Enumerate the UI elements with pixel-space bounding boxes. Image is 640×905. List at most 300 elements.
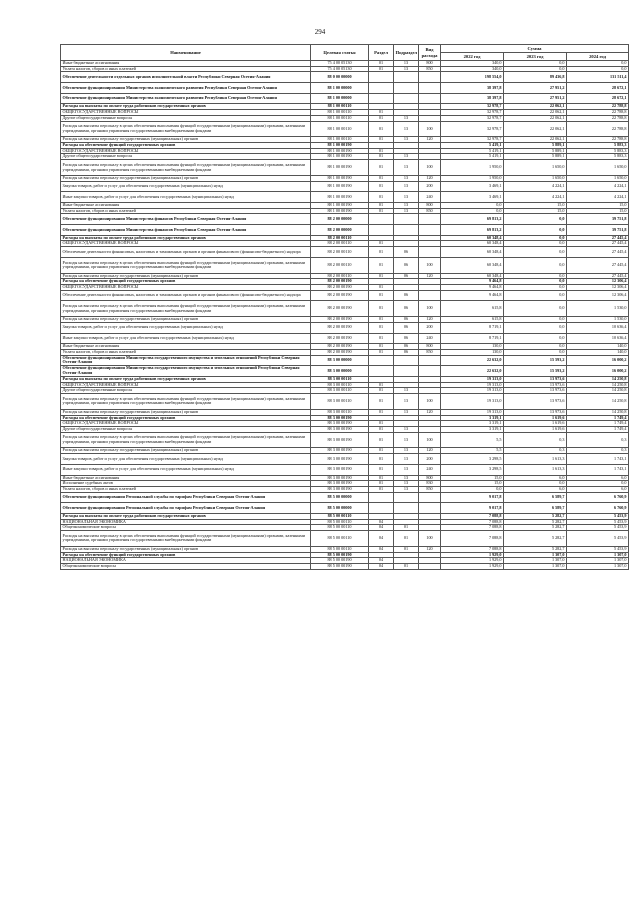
row-sum-2022: 1 929,0	[441, 552, 504, 558]
row-sum-2024: 1 749,4	[567, 415, 629, 421]
row-code: 88 5 00 00110	[311, 519, 369, 525]
row-expense-type: 830	[419, 481, 441, 487]
row-code: 88 1 00 00110	[311, 104, 369, 110]
row-subsection: 13	[394, 202, 419, 208]
row-expense-type	[419, 290, 441, 301]
row-expense-type: 850	[419, 349, 441, 355]
row-code: 88 2 00 00000	[311, 214, 369, 225]
row-sum-2022: 9 464,8	[441, 285, 504, 291]
row-name: Расходы на обеспечение функций государственных органов	[61, 552, 311, 558]
row-name: Обеспечение функционирования Министерства финансов Республики Северная Осетия-Алания	[61, 214, 311, 225]
row-sum-2022: 0,0	[441, 208, 504, 214]
row-name: Обеспечение функционирования Министерства государственного имущества и земельных отношений Республики Северная Осетия-Алания	[61, 366, 311, 377]
row-sum-2022: 69 813,2	[441, 214, 504, 225]
row-sum-2022: 19 313,0	[441, 394, 504, 410]
row-subsection: 06	[394, 247, 419, 258]
row-sum-2024: 6,0	[567, 475, 629, 481]
row-code: 88 2 00 00110	[311, 247, 369, 258]
row-sum-2022: 1 950,0	[441, 160, 504, 176]
row-name: Расходы на обеспечение функций государственных органов	[61, 415, 311, 421]
row-sum-2023: 1 307,0	[504, 563, 567, 569]
row-subsection: 01	[394, 563, 419, 569]
table-row	[61, 563, 629, 569]
row-code: 88 3 00 00110	[311, 388, 369, 394]
row-name: Расходы на выплаты персоналу государственных (муниципальных) органов	[61, 137, 311, 143]
row-sum-2023: 13 973,6	[504, 388, 567, 394]
row-sum-2023: 22 062,1	[504, 110, 567, 116]
row-sum-2022: 3 469,1	[441, 181, 504, 192]
row-expense-type: 240	[419, 333, 441, 344]
row-sum-2024: 1 530,0	[567, 301, 629, 317]
row-sum-2022: 3 319,1	[441, 415, 504, 421]
row-section	[369, 492, 394, 503]
row-sum-2023: 27 951,2	[504, 93, 567, 104]
row-sum-2022: 22 632,0	[441, 366, 504, 377]
row-sum-2022: 9 017,8	[441, 503, 504, 514]
row-sum-2022: 8 719,1	[441, 333, 504, 344]
row-name: Расходы на выплаты персоналу государственных (муниципальных) органов	[61, 317, 311, 323]
row-section	[369, 225, 394, 236]
row-sum-2024: 1 650,0	[567, 175, 629, 181]
row-name: Обеспечение деятельности финансовых, налоговых и таможенных органов и органов финансового (финансово-бюджетного) надзора	[61, 247, 311, 258]
row-subsection: 13	[394, 208, 419, 214]
row-name: ОБЩЕГОСУДАРСТВЕННЫЕ ВОПРОСЫ	[61, 148, 311, 154]
row-sum-2023: 4 224,1	[504, 181, 567, 192]
table-row	[61, 247, 629, 258]
row-subsection	[394, 72, 419, 83]
row-sum-2022: 7 088,8	[441, 513, 504, 519]
row-subsection: 06	[394, 257, 419, 273]
row-subsection: 01	[394, 525, 419, 531]
row-section: 04	[369, 525, 394, 531]
row-code: 88 1 00 00110	[311, 121, 369, 137]
row-sum-2024: 27 445,4	[567, 235, 629, 241]
row-sum-2024: 0,3	[567, 448, 629, 454]
row-sum-2023: 27 951,2	[504, 83, 567, 94]
row-section: 01	[369, 421, 394, 427]
row-sum-2023: 0,0	[504, 285, 567, 291]
header-sum: Сумма	[441, 45, 629, 53]
row-code: 88 5 00 00110	[311, 531, 369, 547]
row-sum-2024: 4 224,1	[567, 181, 629, 192]
row-sum-2022: 32 978,7	[441, 104, 504, 110]
row-sum-2023: 5 282,7	[504, 531, 567, 547]
row-name: Закупка товаров, работ и услуг для обеспечения государственных (муниципальных) нужд	[61, 454, 311, 465]
row-sum-2022: 340,0	[441, 61, 504, 67]
table-row	[61, 257, 629, 273]
row-name: Обеспечение функционирования Региональной службы по тарифам Республики Северная Осетия-Алания	[61, 503, 311, 514]
row-sum-2023: 0,0	[504, 317, 567, 323]
row-name: Иные закупки товаров, работ и услуг для обеспечения государственных (муниципальных) нужд	[61, 464, 311, 475]
row-sum-2023: 13 973,6	[504, 409, 567, 415]
row-expense-type: 240	[419, 464, 441, 475]
row-code: 75 4 00 05130	[311, 61, 369, 67]
row-sum-2022: 3 469,1	[441, 192, 504, 203]
row-sum-2022: 615,8	[441, 317, 504, 323]
row-sum-2023: 22 062,1	[504, 115, 567, 121]
row-sum-2022: 5 419,1	[441, 143, 504, 149]
row-name: НАЦИОНАЛЬНАЯ ЭКОНОМИКА	[61, 558, 311, 564]
row-name: Другие общегосударственные вопросы	[61, 426, 311, 432]
row-section: 01	[369, 137, 394, 143]
row-sum-2023: 0,3	[504, 432, 567, 448]
row-sum-2024: 1 307,0	[567, 552, 629, 558]
row-expense-type	[419, 366, 441, 377]
row-sum-2023: 1 650,0	[504, 175, 567, 181]
row-code: 88 3 00 00000	[311, 355, 369, 366]
row-section	[369, 72, 394, 83]
row-name: Иные закупки товаров, работ и услуг для обеспечения государственных (муниципальных) нужд	[61, 333, 311, 344]
row-name: Уплата налогов, сборов и иных платежей	[61, 66, 311, 72]
row-section: 01	[369, 448, 394, 454]
table-row	[61, 322, 629, 333]
row-sum-2023: 0,0	[504, 273, 567, 279]
row-code: 88 1 00 00110	[311, 115, 369, 121]
row-sum-2022: 9 464,8	[441, 279, 504, 285]
row-expense-type	[419, 563, 441, 569]
row-sum-2024: 0,0	[567, 481, 629, 487]
row-sum-2024: 12 306,4	[567, 279, 629, 285]
row-code: 88 3 00 00190	[311, 464, 369, 475]
table-row	[61, 181, 629, 192]
row-code: 88 2 00 00110	[311, 257, 369, 273]
row-section: 01	[369, 110, 394, 116]
row-code: 88 0 00 00000	[311, 72, 369, 83]
row-sum-2022: 5 419,1	[441, 154, 504, 160]
row-expense-type	[419, 247, 441, 258]
row-section: 01	[369, 322, 394, 333]
row-name: Обеспечение функционирования Региональной службы по тарифам Республики Северная Осетия-Алания	[61, 492, 311, 503]
row-code: 88 1 00 00190	[311, 160, 369, 176]
row-subsection: 06	[394, 301, 419, 317]
row-sum-2024: 5 453,9	[567, 525, 629, 531]
row-sum-2022: 32 978,7	[441, 115, 504, 121]
row-sum-2023: 5 282,7	[504, 519, 567, 525]
row-expense-type: 800	[419, 202, 441, 208]
row-sum-2023: 15 593,2	[504, 355, 567, 366]
row-sum-2024: 1 650,0	[567, 160, 629, 176]
row-name: Расходы на выплаты по оплате труда работников государственных органов	[61, 377, 311, 383]
row-sum-2023: 5 889,1	[504, 154, 567, 160]
row-sum-2024: 27 445,4	[567, 241, 629, 247]
row-code: 88 1 00 00000	[311, 93, 369, 104]
row-sum-2022: 0,0	[441, 202, 504, 208]
row-name: Уплата налогов, сборов и иных платежей	[61, 208, 311, 214]
row-name: Иные бюджетные ассигнования	[61, 61, 311, 67]
row-sum-2022: 8 719,1	[441, 322, 504, 333]
row-code: 88 3 00 00110	[311, 409, 369, 415]
row-code: 88 2 00 00190	[311, 290, 369, 301]
row-sum-2022: 7 088,8	[441, 519, 504, 525]
row-subsection: 06	[394, 344, 419, 350]
row-sum-2024: 14 250,8	[567, 388, 629, 394]
row-name: Расходы на выплаты персоналу в целях обеспечения выполнения функций государственными (муниципальными) органами, казенными учреждениями, органами управления государственными внебюджетными фондами	[61, 394, 311, 410]
row-sum-2022: 69 813,2	[441, 225, 504, 236]
row-section: 01	[369, 273, 394, 279]
row-code: 88 5 00 00190	[311, 552, 369, 558]
row-subsection	[394, 214, 419, 225]
table-header	[61, 45, 629, 61]
row-sum-2023: 1 650,0	[504, 160, 567, 176]
row-code: 88 5 00 00110	[311, 525, 369, 531]
row-subsection	[394, 366, 419, 377]
row-subsection: 13	[394, 61, 419, 67]
row-subsection: 13	[394, 121, 419, 137]
row-sum-2024: 10 636,4	[567, 322, 629, 333]
row-sum-2022: 60 348,4	[441, 241, 504, 247]
row-sum-2023: 1 619,6	[504, 421, 567, 427]
row-sum-2023: 0,0	[504, 290, 567, 301]
row-code: 88 2 00 00190	[311, 344, 369, 350]
row-sum-2023: 89 436,8	[504, 72, 567, 83]
row-name: Расходы на выплаты по оплате труда работников государственных органов	[61, 235, 311, 241]
row-sum-2022: 60 348,4	[441, 235, 504, 241]
row-section: 01	[369, 257, 394, 273]
row-expense-type	[419, 492, 441, 503]
row-name: Расходы на выплаты по оплате труда работников государственных органов	[61, 104, 311, 110]
row-sum-2024: 5 883,3	[567, 143, 629, 149]
header-year-2024: 2024 год	[567, 53, 629, 61]
row-subsection: 06	[394, 290, 419, 301]
row-name: Расходы на выплаты персоналу в целях обеспечения выполнения функций государственными (муниципальными) органами, казенными учреждениями, органами управления государственными внебюджетными фондами	[61, 121, 311, 137]
table-row	[61, 225, 629, 236]
row-name: ОБЩЕГОСУДАРСТВЕННЫЕ ВОПРОСЫ	[61, 285, 311, 291]
row-subsection: 13	[394, 115, 419, 121]
row-section: 01	[369, 61, 394, 67]
row-sum-2022: 198 554,0	[441, 72, 504, 83]
row-code: 88 3 00 00190	[311, 475, 369, 481]
row-sum-2023: 0,0	[504, 214, 567, 225]
row-expense-type: 100	[419, 531, 441, 547]
row-sum-2023: 1 613,3	[504, 464, 567, 475]
row-expense-type: 850	[419, 66, 441, 72]
row-name: Расходы на выплаты персоналу в целях обеспечения выполнения функций государственными (муниципальными) органами, казенными учреждениями, органами управления государственными внебюджетными фондами	[61, 531, 311, 547]
row-code: 88 2 00 00110	[311, 273, 369, 279]
row-sum-2024: 140,0	[567, 344, 629, 350]
row-section: 01	[369, 115, 394, 121]
row-name: Расходы на выплаты персоналу государственных (муниципальных) органов	[61, 273, 311, 279]
row-section: 01	[369, 486, 394, 492]
row-name: НАЦИОНАЛЬНАЯ ЭКОНОМИКА	[61, 519, 311, 525]
row-name: Расходы на выплаты персоналу в целях обеспечения выполнения функций государственными (муниципальными) органами, казенными учреждениями, органами управления государственными внебюджетными фондами	[61, 257, 311, 273]
row-sum-2023: 0,0	[504, 301, 567, 317]
row-sum-2022: 19 313,0	[441, 382, 504, 388]
row-sum-2024: 5 883,3	[567, 154, 629, 160]
row-code: 88 5 00 00190	[311, 563, 369, 569]
row-sum-2022: 60 348,4	[441, 257, 504, 273]
row-sum-2023: 22 062,1	[504, 137, 567, 143]
row-code: 88 2 00 00190	[311, 322, 369, 333]
row-subsection	[394, 225, 419, 236]
row-sum-2024: 14 250,8	[567, 382, 629, 388]
row-sum-2023: 5 889,1	[504, 143, 567, 149]
row-name: ОБЩЕГОСУДАРСТВЕННЫЕ ВОПРОСЫ	[61, 241, 311, 247]
row-code: 88 3 00 00190	[311, 481, 369, 487]
row-sum-2024: 15,0	[567, 202, 629, 208]
row-code: 88 1 00 00190	[311, 208, 369, 214]
row-subsection	[394, 355, 419, 366]
table-row	[61, 192, 629, 203]
row-sum-2024: 22 788,8	[567, 104, 629, 110]
row-sum-2023: 0,0	[504, 61, 567, 67]
row-section: 01	[369, 349, 394, 355]
row-code: 88 3 00 00190	[311, 454, 369, 465]
row-name: Расходы на выплаты персоналу в целях обеспечения выполнения функций государственными (муниципальными) органами, казенными учреждениями, органами управления государственными внебюджетными фондами	[61, 301, 311, 317]
row-sum-2024: 6,0	[567, 486, 629, 492]
row-sum-2022: 19 313,0	[441, 377, 504, 383]
row-section: 04	[369, 519, 394, 525]
row-section: 01	[369, 382, 394, 388]
row-sum-2022: 19 313,0	[441, 388, 504, 394]
row-section: 01	[369, 317, 394, 323]
row-code: 88 1 00 00190	[311, 181, 369, 192]
row-section: 01	[369, 175, 394, 181]
row-section: 04	[369, 558, 394, 564]
row-section: 01	[369, 192, 394, 203]
row-sum-2022: 1 950,0	[441, 175, 504, 181]
row-code: 88 5 00 00190	[311, 558, 369, 564]
table-row	[61, 464, 629, 475]
row-sum-2024: 39 751,8	[567, 214, 629, 225]
row-sum-2023: 6 589,7	[504, 503, 567, 514]
row-code: 88 1 00 00110	[311, 137, 369, 143]
header-name: Наименование	[61, 45, 311, 61]
row-subsection	[394, 83, 419, 94]
row-name: Обеспечение деятельности финансовых, налоговых и таможенных органов и органов финансового (финансово-бюджетного) надзора	[61, 290, 311, 301]
row-sum-2023: 6,0	[504, 475, 567, 481]
header-expense-type: Вид расхода	[419, 45, 441, 61]
table-row	[61, 83, 629, 94]
row-sum-2022: 32 978,7	[441, 137, 504, 143]
row-subsection: 06	[394, 349, 419, 355]
row-sum-2023: 13 973,6	[504, 394, 567, 410]
table-row	[61, 394, 629, 410]
row-subsection: 06	[394, 317, 419, 323]
row-section: 01	[369, 148, 394, 154]
row-subsection: 13	[394, 181, 419, 192]
budget-table	[60, 44, 629, 570]
row-code: 88 5 00 00110	[311, 513, 369, 519]
table-row	[61, 531, 629, 547]
row-expense-type	[419, 225, 441, 236]
row-section: 01	[369, 301, 394, 317]
row-sum-2022: 7 088,8	[441, 531, 504, 547]
row-sum-2023: 13 973,6	[504, 377, 567, 383]
row-code: 88 2 00 00190	[311, 333, 369, 344]
row-sum-2023: 0,0	[504, 257, 567, 273]
row-sum-2024: 131 511,4	[567, 72, 629, 83]
row-expense-type	[419, 83, 441, 94]
table-body	[61, 61, 629, 570]
row-code: 88 5 00 00000	[311, 503, 369, 514]
row-expense-type: 120	[419, 273, 441, 279]
row-sum-2024: 1 743,1	[567, 464, 629, 475]
row-expense-type	[419, 214, 441, 225]
row-sum-2022: 60 348,4	[441, 247, 504, 258]
row-sum-2022: 22 632,0	[441, 355, 504, 366]
row-expense-type: 120	[419, 137, 441, 143]
row-code: 88 2 00 00190	[311, 317, 369, 323]
row-sum-2024: 1 749,4	[567, 421, 629, 427]
row-expense-type: 100	[419, 432, 441, 448]
row-sum-2023: 15,0	[504, 202, 567, 208]
row-name: Другие общегосударственные вопросы	[61, 388, 311, 394]
row-sum-2024: 1 307,0	[567, 563, 629, 569]
row-code: 88 1 00 00190	[311, 154, 369, 160]
row-sum-2023: 22 062,1	[504, 121, 567, 137]
row-sum-2023: 15,0	[504, 208, 567, 214]
row-expense-type: 120	[419, 409, 441, 415]
row-sum-2023: 0,0	[504, 279, 567, 285]
row-code: 88 1 00 00190	[311, 175, 369, 181]
header-year-2022: 2022 год	[441, 53, 504, 61]
row-code: 88 2 00 00110	[311, 235, 369, 241]
row-name: Закупка товаров, работ и услуг для обеспечения государственных (муниципальных) нужд	[61, 322, 311, 333]
row-sum-2022: 1 929,0	[441, 563, 504, 569]
row-subsection: 13	[394, 464, 419, 475]
row-subsection: 13	[394, 154, 419, 160]
row-sum-2023: 5 889,1	[504, 148, 567, 154]
row-sum-2024: 14 250,8	[567, 394, 629, 410]
table-row	[61, 160, 629, 176]
row-sum-2022: 5 419,1	[441, 148, 504, 154]
row-sum-2024: 1 743,1	[567, 454, 629, 465]
row-section: 01	[369, 181, 394, 192]
header-section: Раздел	[369, 45, 394, 61]
row-expense-type: 200	[419, 454, 441, 465]
row-subsection: 13	[394, 426, 419, 432]
row-sum-2023: 0,0	[504, 241, 567, 247]
row-code: 88 2 00 00000	[311, 225, 369, 236]
row-sum-2022: 5,5	[441, 432, 504, 448]
row-section	[369, 366, 394, 377]
row-expense-type: 120	[419, 317, 441, 323]
row-sum-2022: 3 319,1	[441, 426, 504, 432]
row-subsection: 13	[394, 481, 419, 487]
row-subsection: 13	[394, 175, 419, 181]
row-code: 88 3 00 00190	[311, 448, 369, 454]
row-subsection: 06	[394, 322, 419, 333]
row-code: 88 3 00 00190	[311, 421, 369, 427]
row-expense-type: 120	[419, 546, 441, 552]
row-subsection: 13	[394, 388, 419, 394]
row-code: 88 3 00 00190	[311, 486, 369, 492]
row-section: 04	[369, 546, 394, 552]
row-sum-2023: 0,0	[504, 225, 567, 236]
table-row	[61, 121, 629, 137]
row-name: ОБЩЕГОСУДАРСТВЕННЫЕ ВОПРОСЫ	[61, 382, 311, 388]
row-expense-type: 850	[419, 208, 441, 214]
row-code: 88 2 00 00190	[311, 285, 369, 291]
row-expense-type: 800	[419, 344, 441, 350]
row-sum-2024: 28 672,1	[567, 83, 629, 94]
row-expense-type	[419, 93, 441, 104]
row-sum-2022: 19 313,0	[441, 409, 504, 415]
row-sum-2023: 15 593,2	[504, 366, 567, 377]
row-section: 01	[369, 160, 394, 176]
table-row	[61, 93, 629, 104]
row-sum-2023: 0,0	[504, 344, 567, 350]
row-name: Расходы на обеспечение функций государственных органов	[61, 143, 311, 149]
row-sum-2022: 615,8	[441, 301, 504, 317]
row-subsection	[394, 503, 419, 514]
row-subsection: 13	[394, 475, 419, 481]
row-sum-2024: 16 000,2	[567, 355, 629, 366]
row-name: ОБЩЕГОСУДАРСТВЕННЫЕ ВОПРОСЫ	[61, 421, 311, 427]
row-name: Другие общегосударственные вопросы	[61, 154, 311, 160]
row-expense-type: 200	[419, 322, 441, 333]
table-row	[61, 492, 629, 503]
